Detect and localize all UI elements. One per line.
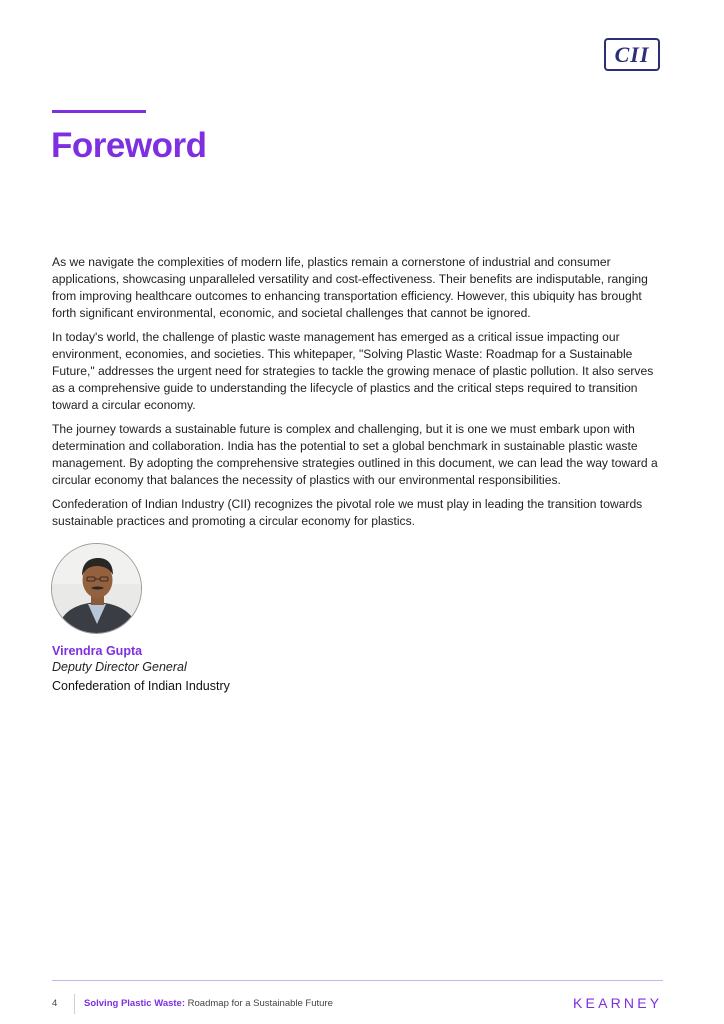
foreword-body — [52, 254, 664, 537]
footer-document-title — [84, 998, 333, 1010]
kearney-logo: KEARNEY — [573, 995, 663, 1011]
paragraph-1: As we navigate the complexities of modern life, plastics remain a cornerstone of industrial and consumer applications, showcasing unparalleled versatility and cost-effectiveness. Their benefits are indisputable, ranging from improving healthcare outcomes to enhancing transportation efficiency. However, this ubiquity has brought forth significant environmental, economic, and societal challenges that cannot be ignored. — [52, 255, 648, 320]
portrait-illustration — [52, 544, 142, 634]
signatory-role: Deputy Director General — [52, 660, 187, 674]
page-title: Foreword — [51, 126, 207, 165]
footer-rule — [52, 980, 663, 981]
signatory-portrait — [51, 543, 142, 634]
footer-title-rest: Roadmap for a Sustainable Future — [185, 998, 333, 1009]
cii-logo-text: CII — [614, 42, 650, 67]
footer-title-strong: Solving Plastic Waste: — [84, 998, 186, 1009]
page-number: 4 — [52, 998, 58, 1009]
paragraph-4: Confederation of Indian Industry (CII) recognizes the pivotal role we must play in leading the transition towards sustainable practices and promoting a circular economy for plastics. — [52, 497, 643, 528]
paragraph-3: The journey towards a sustainable future is complex and challenging, but it is one we must embark upon with determination and collaboration. India has the potential to set a global benchmark in sustainable plastic waste management. By adopting the comprehensive strategies outlined in this document, we can lead the way toward a circular economy that balances the necessity of plastics with our environmental responsibilities. — [52, 422, 658, 487]
cii-logo — [604, 38, 660, 71]
signatory-organization: Confederation of Indian Industry — [52, 679, 230, 693]
paragraph-2: In today's world, the challenge of plastic waste management has emerged as a critical issue impacting our environment, economies, and societies. This whitepaper, "Solving Plastic Waste: Roadmap for a Sustainable Future," addresses the urgent need for strategies to tackle the growing menace of plastic pollution. It also serves as a comprehensive guide to understanding the lifecycle of plastics and the critical steps required to transition toward a circular economy. — [52, 330, 654, 412]
signatory-name: Virendra Gupta — [52, 644, 143, 658]
title-accent-rule — [52, 110, 146, 113]
footer-divider — [74, 994, 75, 1014]
